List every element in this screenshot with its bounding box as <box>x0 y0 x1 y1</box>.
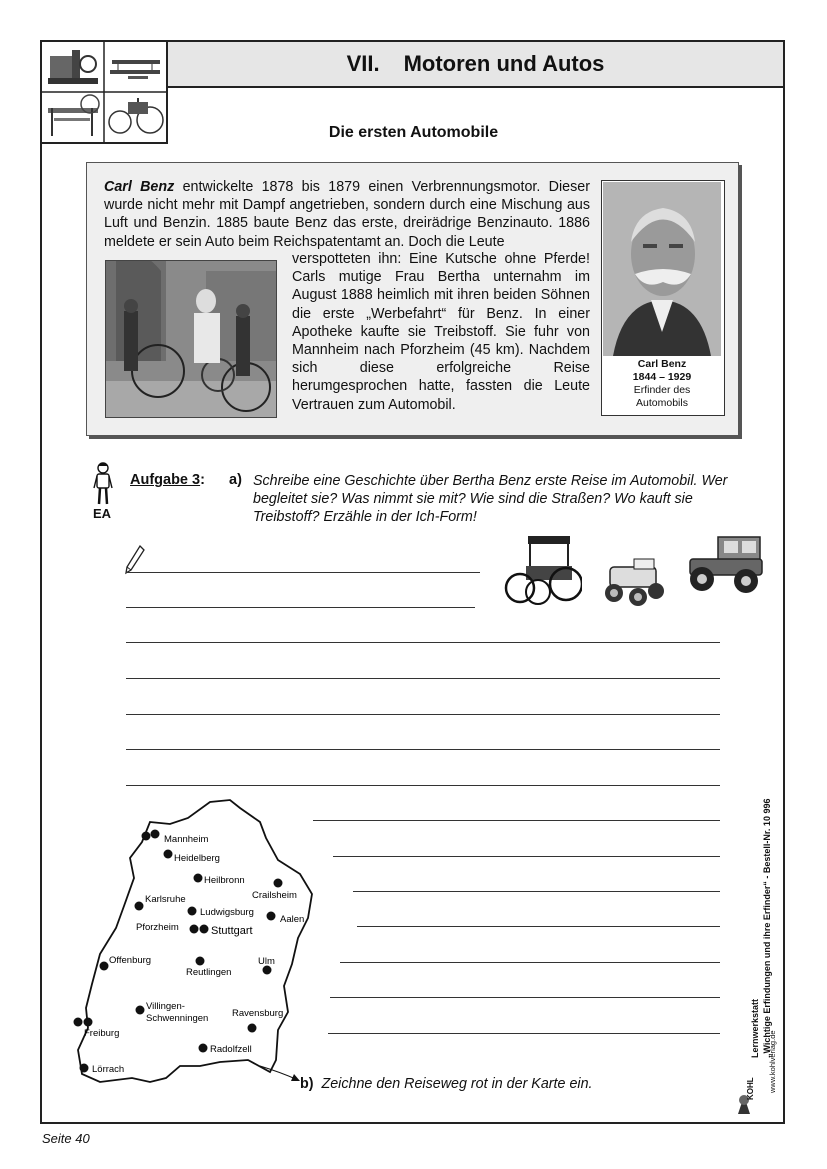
writing-line[interactable] <box>353 891 720 892</box>
side-workshop: Lernwerkstatt <box>750 998 760 1058</box>
city-label: Schwenningen <box>146 1013 209 1024</box>
city-label: Heidelberg <box>174 853 220 864</box>
city-label: Aalen <box>280 914 305 925</box>
city-label: Karlsruhe <box>145 894 186 905</box>
writing-line[interactable] <box>330 997 720 998</box>
chapter-title-bar <box>166 40 785 88</box>
task-b-text: Zeichne den Reiseweg rot in der Karte ein. <box>321 1076 593 1092</box>
city-label: Villingen- <box>146 1001 185 1012</box>
city-label: Ulm <box>258 956 275 967</box>
city-label: Lörrach <box>92 1064 125 1075</box>
city-label: Heilbronn <box>204 875 245 886</box>
section-title: Die ersten Automobile <box>328 124 499 141</box>
city-label: Offenburg <box>109 955 152 966</box>
writing-line[interactable] <box>357 926 720 927</box>
chapter-title: Motoren und Autos <box>403 51 605 76</box>
city-label: Crailsheim <box>252 890 297 901</box>
bertha-benz-photo <box>105 260 277 418</box>
caption-role-1: Erfinder des <box>633 384 691 396</box>
city-label: Mannheim <box>164 834 209 845</box>
writing-line[interactable] <box>328 1033 720 1034</box>
info-text-bottom: verspotteten ihn: Eine Kutsche ohne Pferde! Carls mutige Frau Bertha unternahm im August 1888 heimlich mit ihren beiden Söhnen die erste „Werbefahrt“ für Benz. In einer Apotheke kaufte sie Treibstoff. Sie fuhr von Mannheim nach Pforzheim (45 km). Nachdem sich diese erfolgreiche Reise herumgesprochen hatte, fassten die Leute Vertrauen zum Automobil. <box>292 251 590 413</box>
person-icon <box>92 462 114 506</box>
carl-benz-portrait <box>603 182 721 356</box>
caption-role-2: Automobils <box>636 397 688 409</box>
motorwagen-illustration <box>600 555 668 609</box>
writing-line[interactable] <box>126 607 475 608</box>
writing-line[interactable] <box>126 572 480 573</box>
publisher-name: KOHL <box>746 1077 755 1100</box>
task-number: Aufgabe 3 <box>130 472 201 488</box>
info-text-part1: entwickelte 1878 bis 1879 einen Verbrennungsmotor. Dieser wurde nicht mehr mit Dampf angetrieben, sondern durch eine Mischung aus Luft und Benzin. 1885 baute Benz das erste, dreirädrige Benzinauto. 1886 meldete er sein Auto beim Reichspatentamt an. Doch die Leute <box>104 179 590 250</box>
city-label: Ludwigsburg <box>200 907 254 918</box>
side-url: www.kohlverlag.de <box>768 1030 777 1093</box>
city-label: Radolfzell <box>210 1044 252 1055</box>
caption-name: Carl Benz <box>637 358 687 370</box>
city-label: Pforzheim <box>136 922 179 933</box>
task-b <box>300 1076 593 1092</box>
writing-line[interactable] <box>126 785 720 786</box>
task-label <box>130 472 205 488</box>
writing-line[interactable] <box>333 856 720 857</box>
chapter-number: VII. <box>346 51 380 76</box>
page-number: Seite 40 <box>42 1131 90 1146</box>
publisher-sidebar <box>738 748 798 1093</box>
caption-years: 1844 – 1929 <box>632 371 692 383</box>
vintage-car-illustration <box>684 533 766 605</box>
city-label: Freiburg <box>84 1028 120 1039</box>
part-a-label: a) <box>229 472 242 488</box>
writing-line[interactable] <box>340 962 720 963</box>
city-label: Ravensburg <box>232 1008 284 1019</box>
writing-line[interactable] <box>126 678 720 679</box>
carl-benz-name: Carl Benz <box>104 179 175 195</box>
city-label: Stuttgart <box>211 925 253 937</box>
part-b-label: b) <box>300 1076 314 1092</box>
city-label: Reutlingen <box>186 967 232 978</box>
early-car-illustration <box>500 530 582 610</box>
writing-line[interactable] <box>126 749 720 750</box>
task-colon: : <box>200 472 205 488</box>
writing-line[interactable] <box>313 820 720 821</box>
baden-wuerttemberg-map[interactable] <box>70 798 330 1098</box>
portrait-caption <box>601 358 723 410</box>
task-a-text: Schreibe eine Geschichte über Bertha Benz erste Reise im Automobil. Wer begleitet sie? Was nimmt sie mit? Wie sind die Straßen? Wo kauft sie Treibstoff? Erzähle in der Ich-Form! <box>253 473 728 525</box>
writing-line[interactable] <box>126 714 720 715</box>
info-text-top <box>104 178 590 251</box>
ea-label: EA <box>93 506 112 521</box>
writing-line[interactable] <box>126 642 720 643</box>
side-title-order: „Wichtige Erfindungen und ihre Erfinder“ - Bestell-Nr. 10 996 <box>762 798 772 1058</box>
